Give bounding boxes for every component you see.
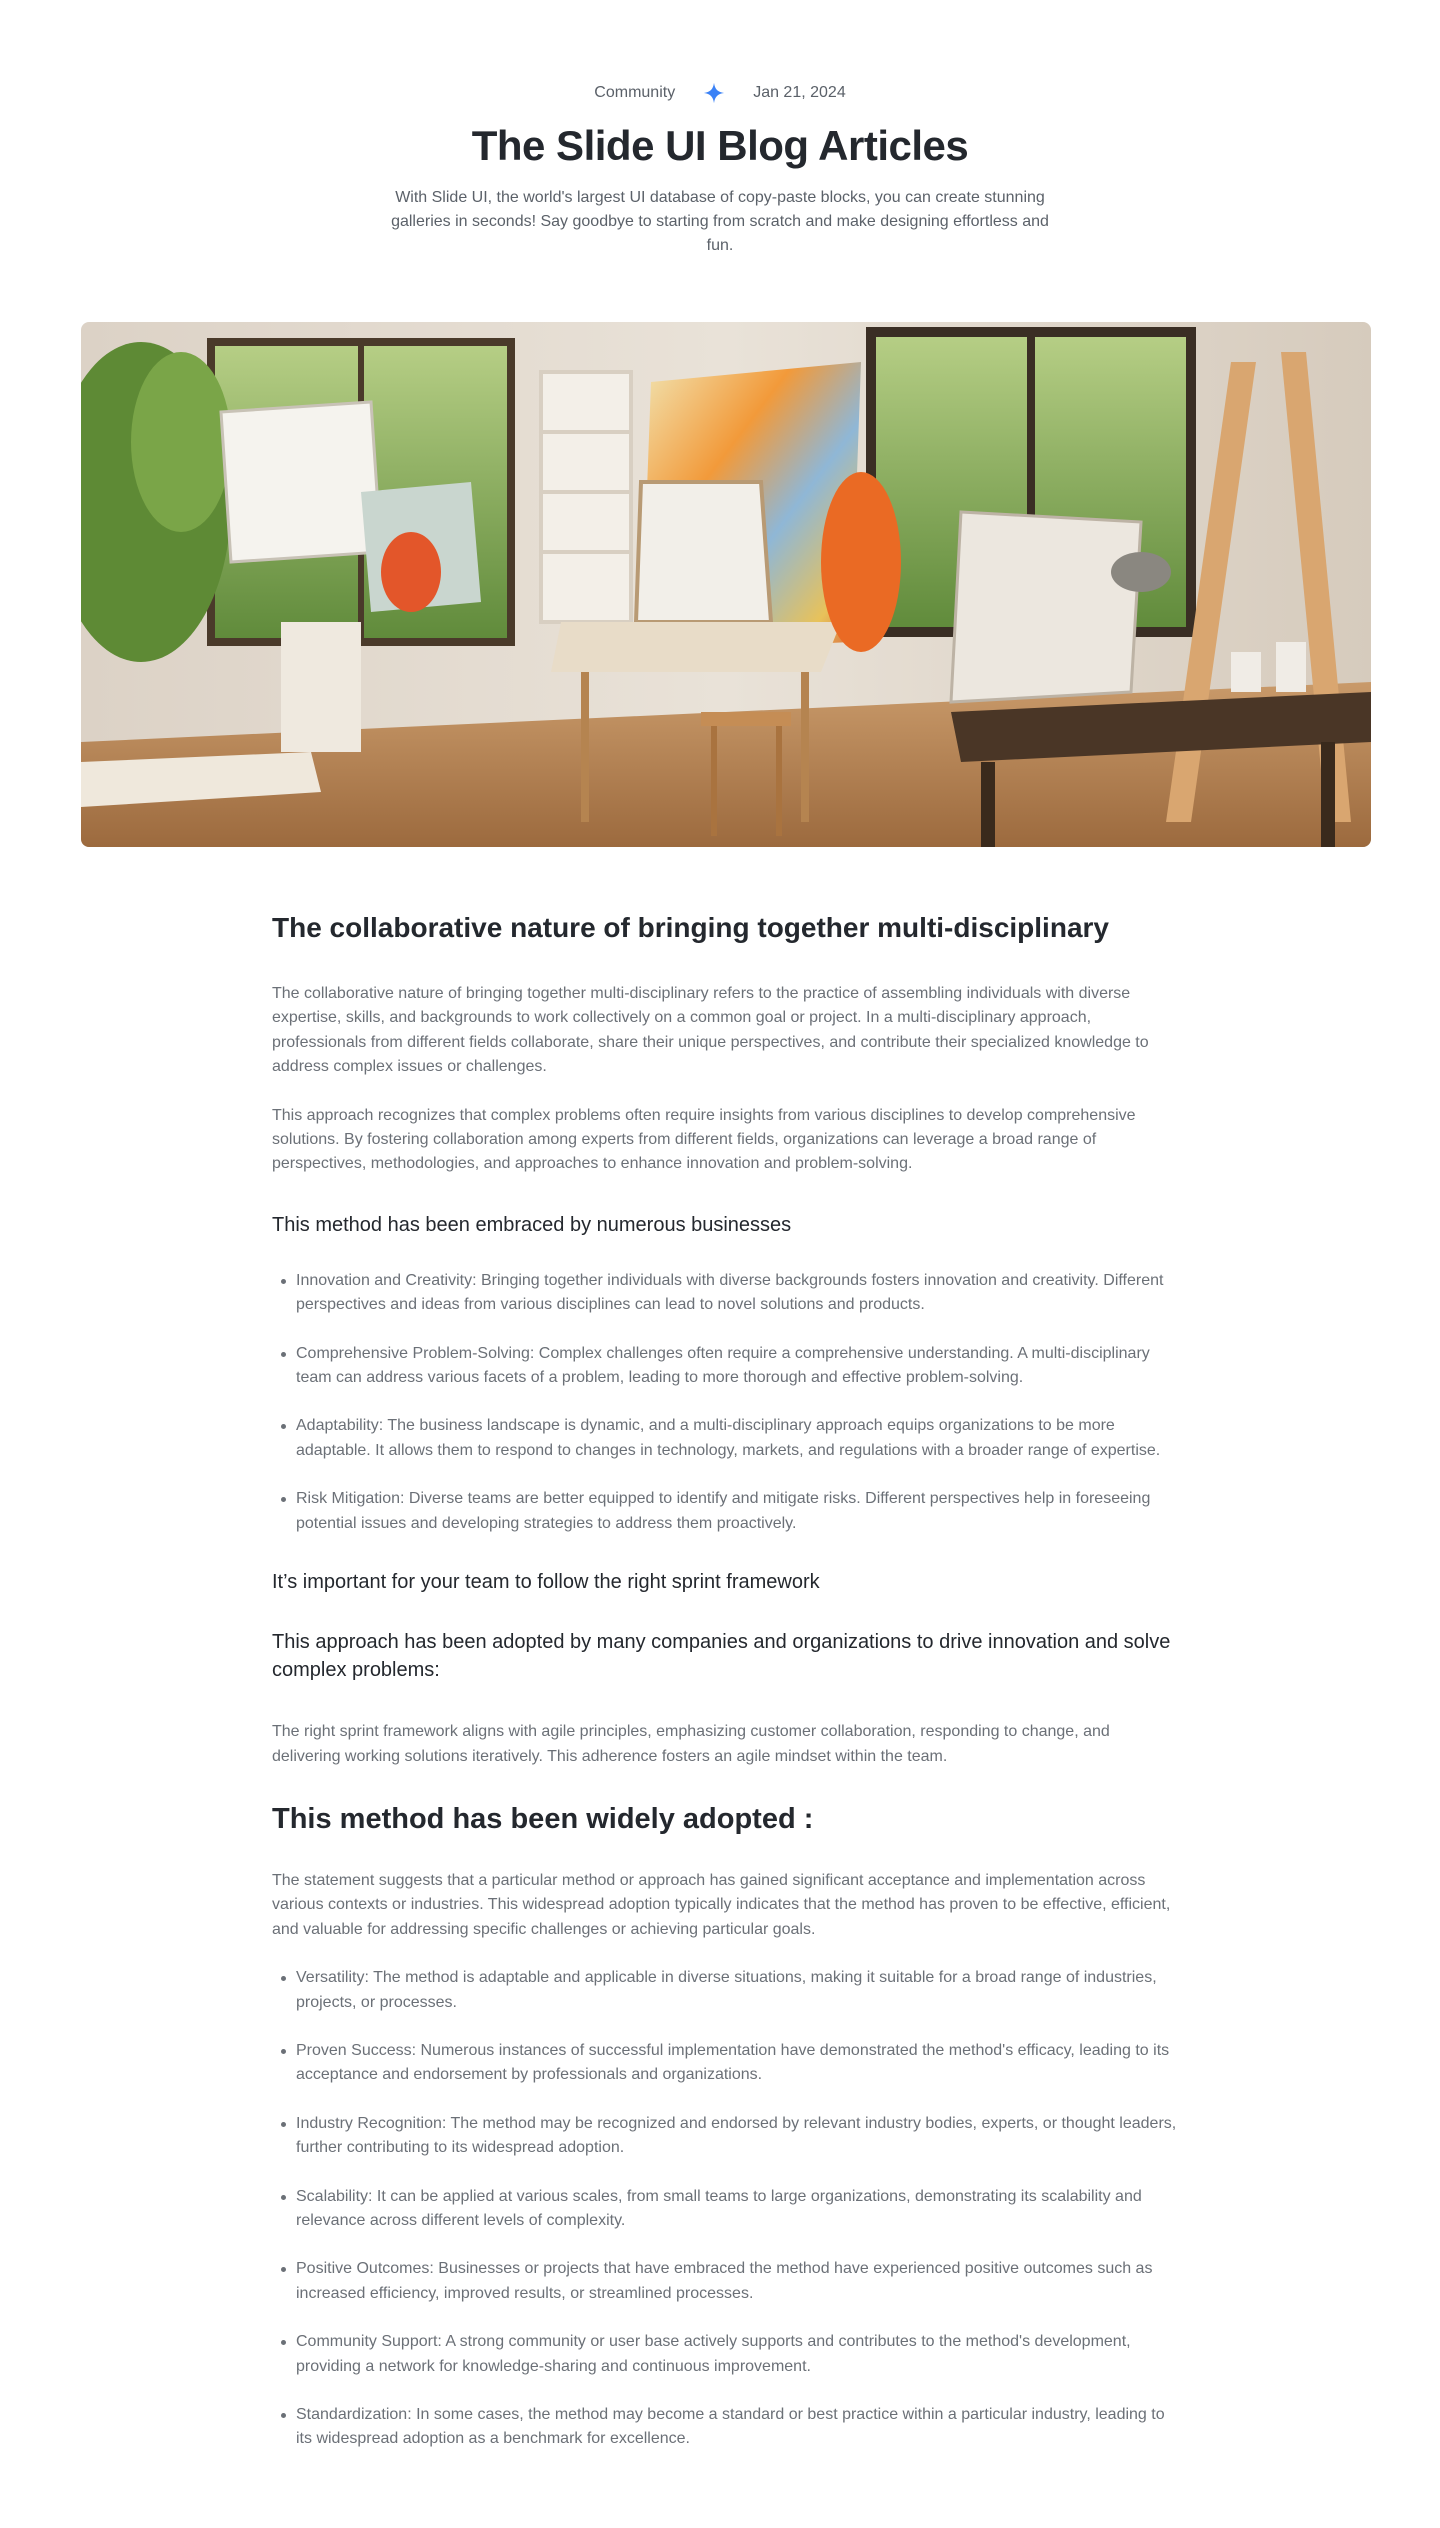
subsection-heading: This method has been embraced by numerous businesses bbox=[272, 1213, 792, 1236]
article-body bbox=[272, 910, 1182, 2452]
list-item: Versatility: The method is adaptable and applicable in diverse situations, making it suitable for a broad range of industries, projects, or processes. bbox=[296, 1966, 1182, 2015]
publish-date: Jan 21, 2024 bbox=[753, 84, 846, 101]
subsection-heading: It’s important for your team to follow the right sprint framework bbox=[272, 1571, 820, 1594]
list-item: Proven Success: Numerous instances of successful implementation have demonstrated the method's efficacy, leading to its acceptance and endorsement by professionals and organizations. bbox=[296, 2039, 1182, 2088]
paragraph: The right sprint framework aligns with agile principles, emphasizing customer collaboration, responding to change, and delivering working solutions iteratively. This adherence fosters an agile mindset within the team. bbox=[272, 1723, 1110, 1765]
list-item: Scalability: It can be applied at various scales, from small teams to large organizations, demonstrating its scalability and relevance across different levels of complexity. bbox=[296, 2185, 1182, 2234]
paragraph: The statement suggests that a particular method or approach has gained significant acceptance and implementation across various contexts or industries. This widespread adoption typically indicates that the method has proven to be effective, efficient, and valuable for addressing specific challenges or achieving particular goals. bbox=[272, 1871, 1171, 1938]
article-meta bbox=[0, 80, 1440, 106]
benefits-list bbox=[272, 1269, 1182, 1536]
paragraph: This approach recognizes that complex problems often require insights from various disciplines to develop comprehensive solutions. By fostering collaboration among experts from different fields, organizations can leverage a broad range of perspectives, methodologies, and approaches to enhance innovation and problem-solving. bbox=[272, 1106, 1136, 1173]
list-item: Adaptability: The business landscape is dynamic, and a multi-disciplinary approach equips organizations to be more adaptable. It allows them to respond to changes in technology, markets, and regulations with a broader range of expertise. bbox=[296, 1414, 1182, 1463]
list-item: Comprehensive Problem-Solving: Complex challenges often require a comprehensive understanding. A multi-disciplinary team can address various facets of a problem, leading to more thorough and effective problem-solving. bbox=[296, 1342, 1182, 1391]
sparkle-icon bbox=[703, 82, 725, 104]
section-heading: This method has been widely adopted : bbox=[272, 1802, 814, 1835]
list-item: Community Support: A strong community or user base actively supports and contributes to the method's development, providing a network for knowledge-sharing and continuous improvement. bbox=[296, 2330, 1182, 2379]
list-item: Risk Mitigation: Diverse teams are better equipped to identify and mitigate risks. Different perspectives help in foreseeing potential issues and developing strategies to address them proactively. bbox=[296, 1487, 1182, 1536]
list-item: Industry Recognition: The method may be recognized and endorsed by relevant industry bodies, experts, or thought leaders, further contributing to its widespread adoption. bbox=[296, 2112, 1182, 2161]
subsection-heading: This approach has been adopted by many companies and organizations to drive innovation and solve complex problems: bbox=[272, 1631, 1171, 1682]
category-link[interactable]: Community bbox=[594, 84, 676, 101]
page-subtitle: With Slide UI, the world's largest UI database of copy-paste blocks, you can create stunning galleries in seconds! Say goodbye to starting from scratch and make designing effortless and fun. bbox=[391, 189, 1049, 254]
list-item: Standardization: In some cases, the method may become a standard or best practice within a particular industry, leading to its widespread adoption as a benchmark for excellence. bbox=[296, 2403, 1182, 2452]
list-item: Positive Outcomes: Businesses or projects that have embraced the method have experienced positive outcomes such as increased efficiency, improved results, or streamlined processes. bbox=[296, 2257, 1182, 2306]
adoption-list bbox=[272, 1966, 1182, 2452]
page-title: The Slide UI Blog Articles bbox=[471, 122, 969, 169]
hero-image bbox=[81, 322, 1371, 847]
section-heading: The collaborative nature of bringing together multi-disciplinary bbox=[272, 912, 1109, 943]
list-item: Innovation and Creativity: Bringing together individuals with diverse backgrounds fosters innovation and creativity. Different perspectives and ideas from various disciplines can lead to novel solutions and products. bbox=[296, 1269, 1182, 1318]
paragraph: The collaborative nature of bringing together multi-disciplinary refers to the practice of assembling individuals with diverse expertise, skills, and backgrounds to work collectively on a common goal or project. In a multi-disciplinary approach, professionals from different fields collaborate, share their unique perspectives, and contribute their specialized knowledge to address complex issues or challenges. bbox=[272, 985, 1149, 1076]
